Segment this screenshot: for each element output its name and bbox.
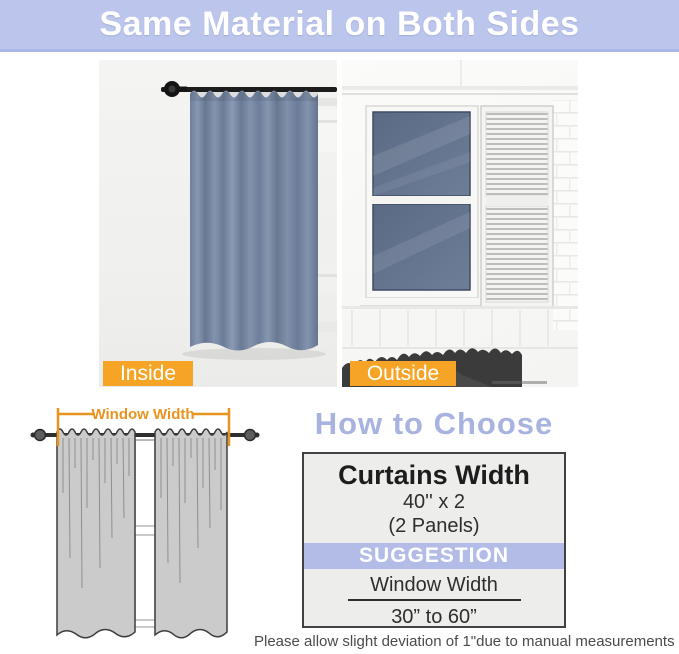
window-width-numerator: Window Width: [370, 574, 498, 596]
banner: [0, 0, 679, 52]
window-sill: [360, 298, 484, 305]
window: [360, 106, 484, 307]
diagram-left-panel: [57, 429, 135, 638]
outside-window-illustration: [342, 60, 578, 387]
window-width-diagram: [10, 398, 260, 652]
inside-curtain-illustration: [99, 60, 337, 387]
how-to-choose-heading: How to Choose: [314, 406, 554, 441]
suggestion-band: SUGGESTION: [304, 543, 564, 569]
brick-wall: [553, 100, 578, 330]
rod-finial: [164, 81, 187, 97]
panels-count: (2 Panels): [388, 515, 480, 537]
inside-label: Inside: [103, 361, 193, 386]
curtain-rod: [161, 87, 337, 92]
banner-title: Same Material on Both Sides: [99, 5, 580, 43]
photo-outside: [342, 60, 578, 387]
wall-trim: [342, 60, 578, 95]
rod-pocket: [190, 92, 318, 101]
dimension-label: Window Width: [91, 406, 195, 423]
curtains-width-title: Curtains Width: [338, 460, 530, 490]
shutter: [481, 106, 553, 308]
fraction-divider: [348, 599, 521, 601]
window-width-range: 30” to 60”: [391, 606, 477, 628]
photo-inside: [99, 60, 337, 387]
curtain-panel: [190, 91, 318, 351]
curtains-width-value: 40'' x 2: [402, 491, 466, 513]
measurement-note: Please allow slight deviation of 1"due to manual measurements: [254, 633, 675, 650]
size-table: [302, 452, 566, 628]
window-frame-glimpse: [318, 98, 337, 332]
window-mullion: [372, 196, 471, 204]
lower-wall: [342, 306, 578, 349]
diagram-drawing: [10, 398, 260, 652]
outside-label: Outside: [350, 361, 456, 386]
diagram-right-panel: [155, 429, 227, 638]
